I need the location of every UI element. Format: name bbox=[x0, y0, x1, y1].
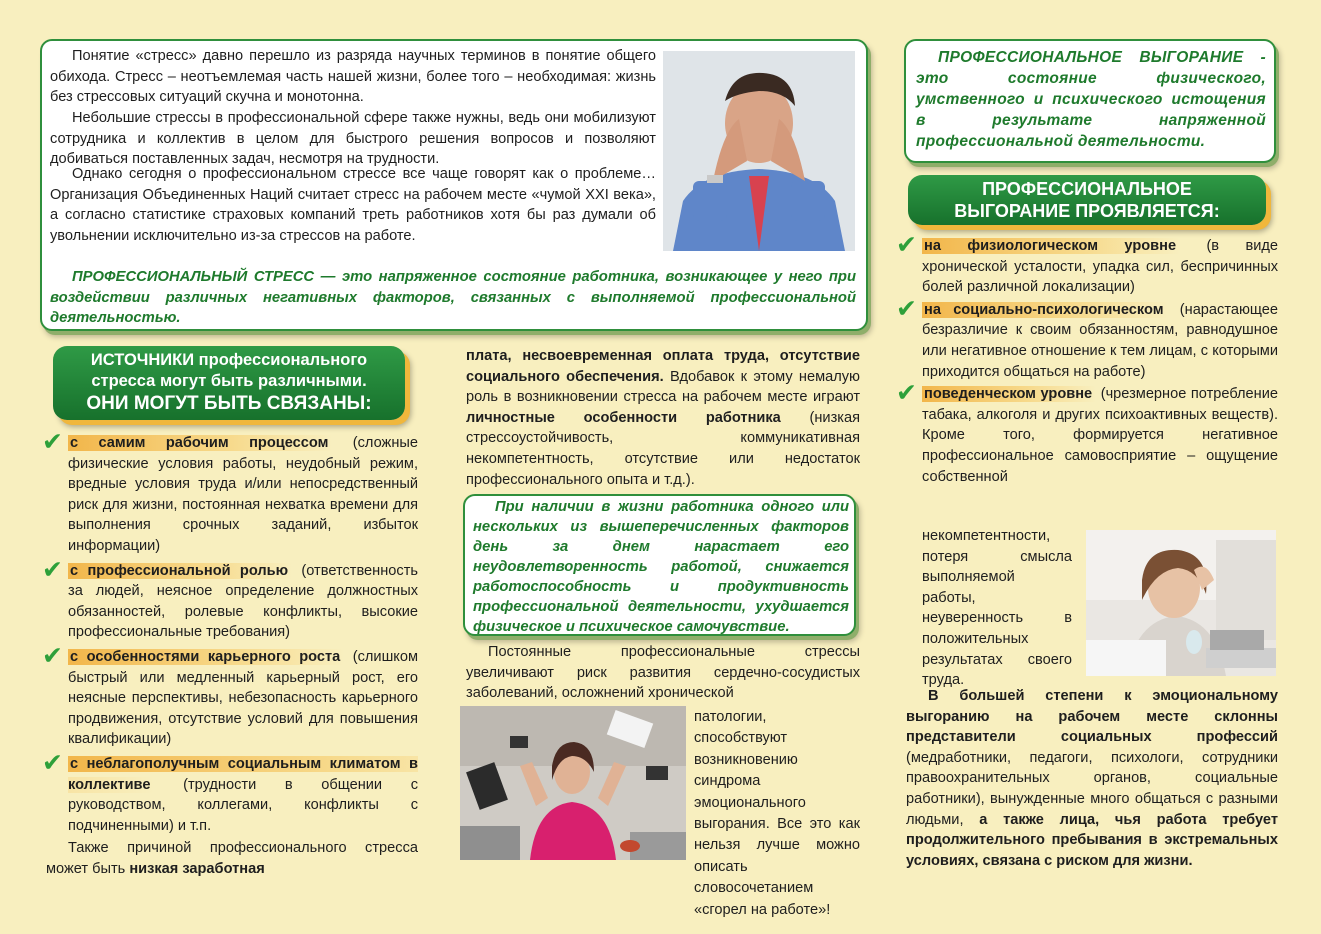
checkmark-icon: ✔ bbox=[896, 378, 917, 408]
consequences-text: При наличии в жизни работника одного или нескольких из вышеперечисленных факторов день за днем нарастает его неудовлетворенность работой, снижается работоспособность и продуктивность профессиональной деятельности, ухудшается физическое и психическое самочувствие. bbox=[473, 499, 849, 635]
personal-features-text: (низкая стрессоустойчивость, коммуникативная некомпетентность, отсутствие или недостаток профессионального опыта и т.д.). bbox=[466, 409, 860, 488]
manifest-item-text: (нарастающее безразличие к своим обязанностям, равнодушное или негативное отношение к тем лицам, с которыми приходится общаться на работе) bbox=[922, 301, 1278, 380]
personal-features-bold: личностные особенности работника bbox=[466, 409, 781, 426]
low-pay-continued-bold: плата, несвоевременная оплата труда, отсутствие социального обеспечения. bbox=[466, 348, 860, 385]
source-item-title: с неблагополучным социальным климатом в коллективе bbox=[68, 755, 418, 793]
intro-paragraph-3: Однако сегодня о профессиональном стрессе все чаще говорят как о проблеме… Организация Объединенных Наций считает стресс на рабочем месте «чумой XXI века», а согласно статистике страховых компаний треть работников хотя бы раз думали об увольнении исключительно из-за стрессов на работе. bbox=[50, 166, 656, 244]
manifest-item-behavioral bbox=[896, 378, 1278, 487]
checkmark-icon: ✔ bbox=[42, 554, 63, 584]
intro-box bbox=[40, 39, 868, 331]
intro-paragraph-1: Понятие «стресс» давно перешло из разряда научных терминов в понятие общего обихода. Стресс – неотъемлемая часть нашей жизни, более того – необходимая: жизнь без стрессовых ситуаций скучна и монотонна. bbox=[50, 48, 656, 106]
sources-banner-line-1: ИСТОЧНИКИ профессионального bbox=[90, 351, 368, 369]
burnout-definition: ПРОФЕССИОНАЛЬНОЕ ВЫГОРАНИЕ - это состояние физического, умственного и психического истощения в результате напряженной профессиональной деятельности. bbox=[916, 49, 1266, 150]
source-item-work-process bbox=[42, 427, 418, 557]
consequences-box bbox=[463, 494, 856, 636]
low-pay-prefix: Также причиной профессионального стресса может быть bbox=[46, 840, 418, 877]
stressed-man-photo bbox=[663, 51, 855, 251]
burned-out-text: патологии, способствуют возникновению синдрома эмоционального выгорания. Все это как нельзя лучше можно описать словосочетанием «сгорел на работе»! bbox=[694, 709, 860, 918]
source-item-title: с профессиональной ролью bbox=[68, 563, 292, 579]
checkmark-icon: ✔ bbox=[42, 427, 63, 456]
cardiovascular-risk-text: Постоянные профессиональные стрессы увеличивают риск развития сердечно-сосудистых заболеваний, осложнений хронической bbox=[466, 644, 860, 702]
burnout-definition-box bbox=[904, 39, 1276, 163]
low-pay-text bbox=[46, 838, 418, 879]
extreme-conditions-bold: а также лица, чья работа требует продолжительного пребывания в экстремальных условиях, связана с риском для жизни. bbox=[906, 811, 1278, 869]
social-professions-bold: В большей степени к эмоциональному выгоранию на рабочем месте склонны представители социальных профессий bbox=[906, 688, 1278, 746]
checkmark-icon: ✔ bbox=[42, 640, 63, 670]
manifest-item-title: на социально-психологическом bbox=[922, 302, 1168, 318]
source-item-role bbox=[42, 554, 418, 643]
manifest-item-text: (в виде хронической усталости, упадка сил, беспричинных болей различной локализации) bbox=[922, 238, 1278, 296]
manifest-banner-line-2: ВЫГОРАНИЕ ПРОЯВЛЯЕТСЯ: bbox=[954, 201, 1220, 221]
checkmark-icon: ✔ bbox=[42, 747, 63, 777]
stressed-woman-photo bbox=[460, 706, 686, 860]
intro-paragraph-2: Небольшие стрессы в профессиональной сфере также нужны, ведь они мобилизуют сотрудника и коллектив в целом для быстрого решения вопросов и позволяют добиваться поставленных задач, несмотря на трудности. bbox=[50, 110, 656, 168]
manifest-item-social bbox=[896, 293, 1278, 382]
checkmark-icon: ✔ bbox=[896, 230, 917, 259]
tired-woman-photo bbox=[1086, 530, 1276, 676]
source-item-text: (слишком быстрый или медленный карьерный рост, его неясные перспективы, небезопасность карьерного продвижения, отсутствие условий для повышения квалификации) bbox=[68, 648, 418, 748]
source-item-title: с самим рабочим процессом bbox=[68, 435, 332, 451]
source-item-text: (ответственность за людей, неясное определение должностных обязанностей, ролевые конфликты, высокие профессиональные требования) bbox=[68, 562, 418, 641]
sources-banner-line-3: ОНИ МОГУТ БЫТЬ СВЯЗАНЫ: bbox=[86, 393, 372, 414]
manifest-final-text bbox=[906, 686, 1278, 871]
burnout-manifest-banner bbox=[908, 175, 1266, 225]
source-item-text: (трудности в общении с руководством, коллегами, конфликты с подчиненными) и т.п. bbox=[68, 776, 418, 834]
manifest-item-text: (чрезмерное потребление табака, алкоголя и других психоактивных веществ). Кроме того, формируется негативное профессиональное самовосприятие – ощущение собственной bbox=[922, 386, 1278, 485]
manifest-item-title: на физиологическом уровне bbox=[922, 238, 1180, 254]
source-item-title: с особенностями карьерного роста bbox=[68, 649, 344, 665]
checkmark-icon: ✔ bbox=[896, 293, 917, 323]
sources-banner-line-2: стресса могут быть различными. bbox=[91, 372, 367, 390]
source-item-career bbox=[42, 640, 418, 750]
social-professions-list: (медработники, педагоги, психологи, сотрудники правоохранительных органов, социальные работники), вынужденные много общаться с разными людьми, bbox=[906, 749, 1278, 828]
manifest-wrap-text: некомпетентности, потеря смысла выполняемой работы, неуверенность в положительных результатах своего труда. bbox=[922, 528, 1072, 689]
manifest-item-title: поведенческом уровне bbox=[922, 386, 1096, 402]
manifest-banner-line-1: ПРОФЕССИОНАЛЬНОЕ bbox=[982, 179, 1192, 199]
source-item-social-climate bbox=[42, 747, 418, 836]
professional-stress-definition: ПРОФЕССИОНАЛЬНЫЙ СТРЕСС — это напряженное состояние работника, возникающее у него при воздействии различных негативных факторов, связанных с выполняемой профессиональной деятельностью. bbox=[50, 269, 856, 326]
middle-top-text bbox=[466, 346, 860, 490]
low-pay-bold: низкая заработная bbox=[129, 860, 265, 877]
manifest-list bbox=[896, 230, 1278, 487]
source-item-text: (сложные физические условия работы, неудобный режим, вредные условия труда и/или непосредственный риск для жизни, постоянная нехватка времени для выполнения срочных заданий, избыток информации) bbox=[68, 435, 418, 554]
sources-list bbox=[42, 427, 418, 879]
low-pay-continued-text: Вдобавок к этому немалую роль в возникновении стресса на рабочем месте играют bbox=[466, 368, 861, 406]
sources-banner bbox=[53, 346, 405, 420]
manifest-item-physiological bbox=[896, 230, 1278, 298]
